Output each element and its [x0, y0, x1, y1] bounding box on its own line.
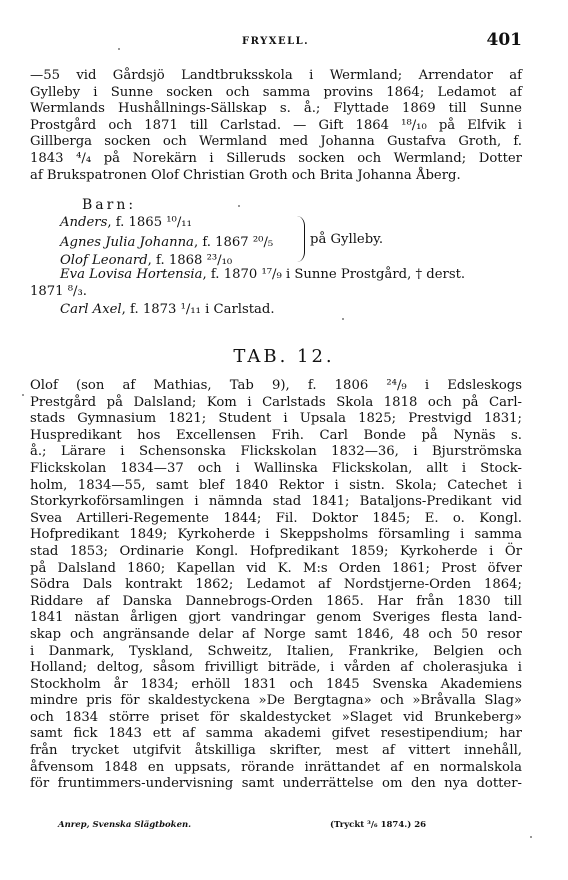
text-line: —55 vid Gårdsjö Landtbruksskola i Wermland; Arrendator af — [30, 68, 522, 83]
text-line: Riddare af Danska Dannebrogs-Orden 1865. Har från 1830 till — [30, 593, 522, 609]
text-line: Olof (son af Mathias, Tab 9), f. 1806 ²⁴/₉ i Edsleskogs — [30, 378, 522, 393]
text-line: holm, 1834—55, samt blef 1840 Rektor i sistn. Skola; Catechet i — [30, 477, 522, 493]
child-detail: , f. 1873 ¹/₁₁ i Carlstad. — [121, 302, 275, 317]
child-name: Anders — [60, 215, 108, 230]
text-line: Svea Artilleri-Regemente 1844; Fil. Doktor 1845; E. o. Kongl. — [30, 510, 522, 526]
child-detail: , f. 1865 ¹⁰/₁₁ — [107, 215, 192, 230]
text-line: af Brukspatronen Olof Christian Groth och Brita Johanna Åberg. — [30, 167, 461, 183]
paper-speck — [342, 318, 344, 320]
paper-speck — [118, 48, 120, 50]
text-line: Hofpredikant 1849; Kyrkoherde i Skeppsholms församling i samma — [30, 527, 522, 543]
child-entry — [60, 215, 192, 230]
text-line: Huspredikant hos Excellensen Frih. Carl Bonde på Nynäs s. — [30, 427, 522, 443]
paper-speck — [238, 205, 240, 207]
text-line: Storkyrkoförsamlingen i nämnda stad 1841; Bataljons-Predikant vid — [30, 494, 522, 510]
child-name: Olof Leonard — [60, 253, 148, 268]
footer-source: Anrep, Svenska Slägtboken. — [58, 820, 192, 830]
text-line: Gillberga socken och Wermland med Johanna Gustafva Groth, f. — [30, 134, 522, 150]
page-header — [30, 30, 522, 54]
child-detail: 1871 ⁸/₃. — [30, 284, 87, 299]
text-line: stad 1853; Ordinarie Kongl. Hofpredikant 1859; Kyrkoherde i Ör — [30, 543, 522, 559]
child-name: Carl Axel — [60, 302, 122, 317]
page-footer — [58, 820, 478, 834]
continuation-paragraph — [30, 68, 522, 184]
page-number: 401 — [486, 30, 522, 50]
table-heading: TAB. 12. — [233, 346, 335, 367]
text-line: 1841 nästan årligen gjort vandringar genom Sveriges flesta land- — [30, 610, 522, 626]
child-name: Agnes Julia Johanna — [60, 235, 194, 250]
entry-paragraph — [30, 378, 522, 793]
text-line: Prestgård på Dalsland; Kom i Carlstads Skola 1818 och på Carl- — [30, 394, 522, 410]
child-entry — [60, 267, 465, 282]
text-line: i Danmark, Tyskland, Schweitz, Italien, Frankrike, Belgien och — [30, 643, 522, 659]
text-line: mindre pris för skaldestyckena »De Bergtagna» och »Bråvalla Slag» — [30, 693, 522, 709]
text-line: Wermlands Hushållnings-Sällskap s. å.; Flyttade 1869 till Sunne — [30, 101, 522, 117]
child-entry — [60, 253, 232, 268]
child-detail: , f. 1870 ¹⁷/₉ i Sunne Prostgård, † derst. — [202, 267, 466, 282]
text-line: 1843 ⁴/₄ på Norekärn i Silleruds socken och Wermland; Dotter — [30, 150, 522, 166]
text-line: och 1834 större priset för skaldestycket »Slaget vid Brunkeberg» — [30, 709, 522, 725]
text-line: för fruntimmers-undervisning samt underrättelse om den nya dotter- — [30, 776, 522, 792]
child-entry-continuation — [30, 284, 87, 299]
text-line: Gylleby i Sunne socken och samma provins 1864; Ledamot af — [30, 84, 522, 100]
text-line: stads Gymnasium 1821; Student i Upsala 1825; Prestvigd 1831; — [30, 411, 522, 427]
text-line: Södra Dals kontrakt 1862; Ledamot af Nordstjerne-Orden 1864; — [30, 577, 522, 593]
text-line: åfvensom 1848 en uppsats, rörande inrättandet af en normalskola — [30, 759, 522, 775]
text-line: skap och angränsande delar af Norge samt 1846, 48 och 50 resor — [30, 626, 522, 642]
brace-label: på Gylleby. — [310, 232, 384, 247]
child-entry — [60, 235, 273, 250]
child-detail: , f. 1867 ²⁰/₅ — [193, 235, 274, 250]
paper-speck — [22, 394, 24, 396]
text-line: Flickskolan 1834—37 och i Wallinska Flickskolan, allt i Stock- — [30, 460, 522, 476]
paper-speck — [530, 836, 532, 838]
child-entry — [60, 302, 275, 317]
running-head: FRYXELL. — [242, 36, 310, 47]
footer-print-note: (Tryckt ³/₆ 1874.) 26 — [330, 820, 427, 830]
child-detail: , f. 1868 ²³/₁₀ — [147, 253, 233, 268]
text-line: Stockholm år 1834; erhöll 1831 och 1845 Svenska Akademiens — [30, 676, 522, 692]
text-line: på Dalsland 1860; Kapellan vid K. M:s Orden 1861; Prost öfver — [30, 560, 522, 576]
brace-mark — [296, 216, 305, 262]
text-line: å.; Lärare i Schensonska Flickskolan 1832—36, i Bjurströmska — [30, 444, 522, 460]
child-name: Eva Lovisa Hortensia — [60, 267, 203, 282]
text-line: från trycket utgifvit åtskilliga skrifter, mest af vittert innehåll, — [30, 743, 522, 759]
text-line: Holland; deltog, såsom frivilligt biträde, i vården af cholerasjuka i — [30, 660, 522, 676]
text-line: samt fick 1843 ett af samma akademi gifvet resestipendium; har — [30, 726, 522, 742]
children-label: Barn: — [82, 197, 137, 213]
text-line: Prostgård och 1871 till Carlstad. — Gift 1864 ¹⁸/₁₀ på Elfvik i — [30, 117, 522, 133]
